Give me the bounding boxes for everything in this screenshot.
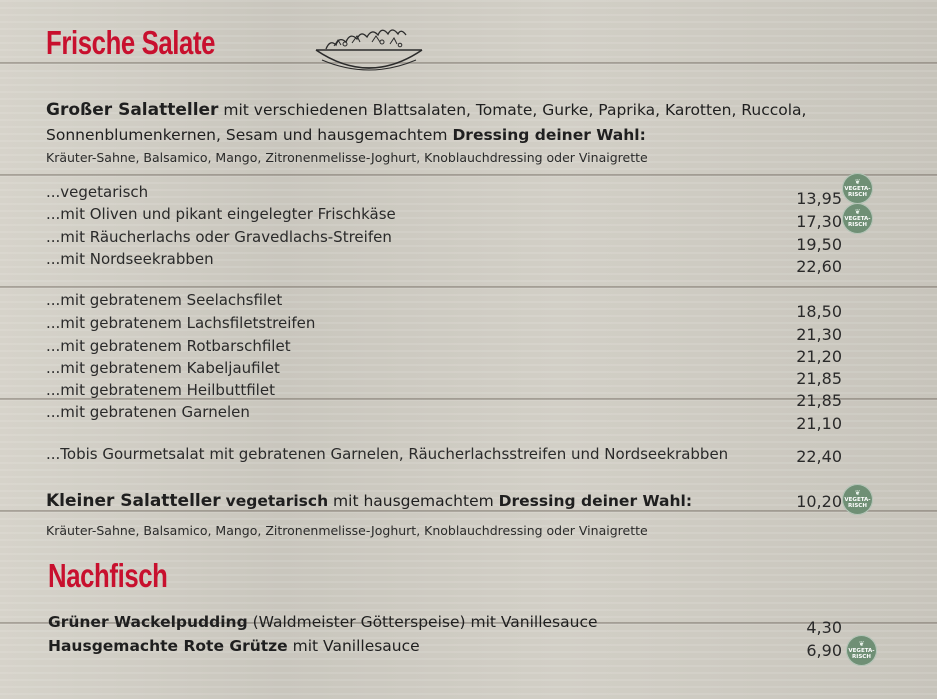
menu-item-label: ...mit gebratenem Lachsfiletstreifen: [46, 314, 316, 332]
menu-item-label: ...mit Nordseekrabben: [46, 250, 214, 268]
small-plate-price: 10,20: [796, 492, 842, 511]
small-plate-desc: mit hausgemachtem: [333, 492, 494, 510]
menu-item-price: 22,60: [796, 257, 842, 276]
menu-item-label: ...mit Oliven und pikant eingelegter Frischkäse: [46, 205, 396, 223]
small-plate-veg-word: vegetarisch: [225, 492, 329, 510]
section-title-salads: Frische Salate: [46, 24, 216, 61]
dessert-item-desc: (Waldmeister Götterspeise) mit Vanillesauce: [252, 613, 598, 631]
dessert-item-name: Hausgemachte Rote Grütze: [48, 637, 288, 655]
menu-item-price: 13,95: [796, 189, 842, 208]
gourmet-salad-price: 22,40: [796, 447, 842, 466]
section-title-dessert: Nachfisch: [48, 557, 168, 594]
menu-item-price: 18,50: [796, 302, 842, 321]
big-plate-line1: [46, 100, 806, 120]
big-plate-dressings: Kräuter-Sahne, Balsamico, Mango, Zitronenmelisse-Joghurt, Knoblauchdressing oder Vinaigrette: [46, 150, 648, 165]
dessert-item: [48, 613, 598, 631]
big-plate-desc1: mit verschiedenen Blattsalaten, Tomate, Gurke, Paprika, Karotten, Ruccola,: [223, 101, 807, 119]
menu-item-price: 21,10: [796, 414, 842, 433]
vegetarian-badge-icon: ❦ VEGETA- RISCH: [842, 203, 873, 234]
menu-item-label: ...mit gebratenen Garnelen: [46, 403, 250, 421]
big-plate-desc2: Sonnenblumenkernen, Sesam und hausgemachtem: [46, 126, 448, 144]
menu-item-price: 21,85: [796, 369, 842, 388]
menu-item-price: 21,85: [796, 391, 842, 410]
menu-item-label: ...mit Räucherlachs oder Gravedlachs-Streifen: [46, 228, 392, 246]
big-plate-line2: [46, 126, 646, 144]
menu-item-price: 21,20: [796, 347, 842, 366]
menu-item-price: 17,30: [796, 212, 842, 231]
small-plate-line: [46, 491, 692, 511]
salad-bowl-icon: [312, 22, 426, 78]
big-plate-dressing-label: Dressing deiner Wahl:: [452, 126, 646, 144]
vegetarian-badge-icon: ❦ VEGETA- RISCH: [846, 635, 877, 666]
gourmet-salad-label: ...Tobis Gourmetsalat mit gebratenen Garnelen, Räucherlachsstreifen und Nordseekrabben: [46, 445, 729, 463]
menu-item-price: 21,30: [796, 325, 842, 344]
vegetarian-badge-icon: ❦ VEGETA- RISCH: [842, 484, 873, 515]
small-plate-dressings: Kräuter-Sahne, Balsamico, Mango, Zitronenmelisse-Joghurt, Knoblauchdressing oder Vinaigrette: [46, 523, 648, 538]
dessert-item: [48, 637, 420, 655]
dessert-item-price: 6,90: [806, 641, 842, 660]
menu-item-label: ...mit gebratenem Seelachsfilet: [46, 291, 283, 309]
menu-item-price: 19,50: [796, 235, 842, 254]
dessert-item-desc: mit Vanillesauce: [292, 637, 420, 655]
small-plate-name: Kleiner Salatteller: [46, 491, 221, 511]
small-plate-dressing-label: Dressing deiner Wahl:: [498, 492, 693, 510]
menu-item-label: ...vegetarisch: [46, 183, 149, 201]
big-plate-name: Großer Salatteller: [46, 100, 219, 120]
menu-item-label: ...mit gebratenem Rotbarschfilet: [46, 337, 291, 355]
dessert-item-name: Grüner Wackelpudding: [48, 613, 248, 631]
dessert-item-price: 4,30: [806, 618, 842, 637]
menu-item-label: ...mit gebratenem Heilbuttfilet: [46, 381, 275, 399]
vegetarian-badge-icon: ❦ VEGETA- RISCH: [842, 173, 873, 204]
menu-item-label: ...mit gebratenem Kabeljaufilet: [46, 359, 280, 377]
